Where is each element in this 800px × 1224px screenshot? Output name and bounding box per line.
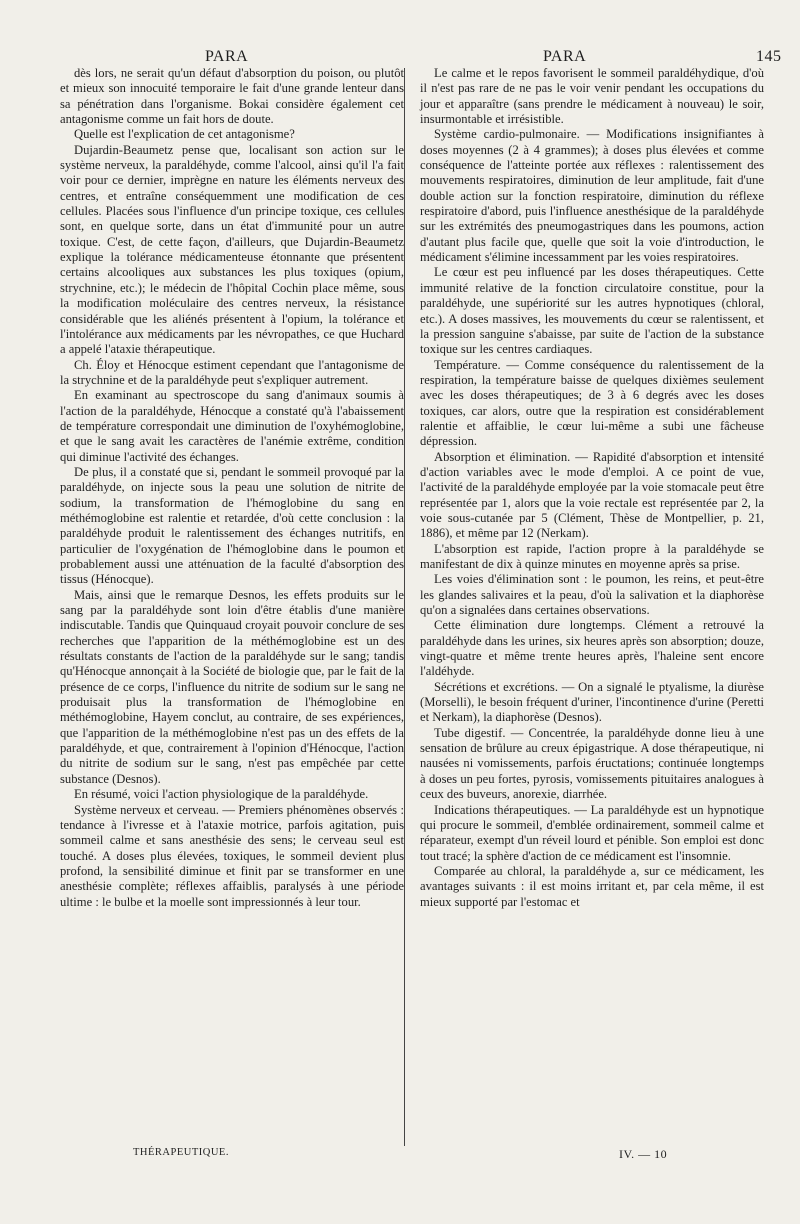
paragraph: dès lors, ne serait qu'un défaut d'absorption du poison, ou plutôt et mieux son innocuité temporaire le fait d'une grande lenteur dans sa pénétration dans l'organisme. Bokai considère également cet antagonisme comme un fait hors de doute.	[60, 66, 404, 127]
paragraph: Absorption et élimination. — Rapidité d'absorption et intensité d'action variables avec le mode d'emploi. A ce point de vue, l'activité de la paraldéhyde employée par la voie stomacale peut être représentée par 1, alors que la voie rectale est représentée par 2, la voie sous-cutanée par 5 (Clément, Thèse de Montpellier, p. 21, 1886), et même par 12 (Nerkam).	[420, 449, 764, 541]
paragraph: En résumé, voici l'action physiologique de la paraldéhyde.	[74, 787, 369, 802]
paragraph: Cette élimination dure longtemps. Clément a retrouvé la paraldéhyde dans les urines, six heures après son absorption; douze, vingt-quatre et même trente heures après, l'haleine sent encore l'aldéhyde.	[420, 618, 764, 679]
paragraph: Comparée au chloral, la paraldéhyde a, sur ce médicament, les avantages suivants : il est moins irritant et, par cela même, il est mieux supporté par l'estomac et	[420, 863, 764, 909]
column-divider	[404, 68, 405, 1146]
footer-right: IV. — 10	[619, 1147, 668, 1161]
paragraph: Les voies d'élimination sont : le poumon, les reins, et peut-être les glandes salivaires et la peau, d'où la salivation et la diaphorèse qu'on a signalées dans certaines observations.	[420, 572, 764, 618]
paragraph: Le cœur est peu influencé par les doses thérapeutiques. Cette immunité relative de la fonction circulatoire constitue, pour la paraldéhyde, une supériorité sur les autres hypnotiques (chloral, etc.). A doses massives, les mouvements du cœur se ralentissent, et la pression sanguine s'abaisse, par suite de l'action de la substance toxique sur les centres cardiaques.	[420, 265, 764, 357]
running-header-left: PARA	[205, 48, 249, 65]
left-column	[60, 66, 404, 910]
page-number: 145	[756, 48, 782, 65]
paragraph: Système cardio-pulmonaire. — Modifications insignifiantes à doses moyennes (2 à 4 grammes); à doses plus élevées et comme conséquence de l'atteinte portée aux réflexes : ralentissement des mouvements respiratoires, diminution de leur amplitude, fait d'une double action sur la fonction respiratoire, diminution du réflexe respiratoire d'abord, puis l'influence anesthésique de la paraldéhyde sur les extrémités des pneumogastriques dans les poumons, action d'autant plus facile que, quelle que soit la voie d'introduction, le médicament s'élimine incessamment par les voies respiratoires.	[420, 127, 764, 265]
paragraph: L'absorption est rapide, l'action propre à la paraldéhyde se manifestant de dix à quinze minutes en moyenne après sa prise.	[420, 541, 764, 571]
paragraph: Ch. Éloy et Hénocque estiment cependant que l'antagonisme de la strychnine et de la paraldéhyde peut s'expliquer autrement.	[60, 357, 404, 387]
paragraph: Tube digestif. — Concentrée, la paraldéhyde donne lieu à une sensation de brûlure au creux épigastrique. A dose thérapeutique, ni nausées ni vomissements, parfois éructations; continuée longtemps à doses un peu fortes, pyrosis, vomissements pituitaires analogues à ceux des buveurs, anorexie, diarrhée.	[420, 725, 764, 802]
paragraph: Mais, ainsi que le remarque Desnos, les effets produits sur le sang par la paraldéhyde sont loin d'être établis d'une manière indiscutable. Tandis que Quinquaud croyait pouvoir conclure de ses recherches que l'apparition de la méthémoglobine est un des résultats constants de l'action de la paraldéhyde sur le sang; tandis qu'Hénocque annonçait à la Société de biologie que, par le fait de la présence de ce corps, l'influence du nitrite de sodium sur le sang ne produisait plus la transformation de l'hémoglobine en méthémoglobine, Hayem conclut, au contraire, de ses expériences, que l'apparition de la méthémoglobine n'est pas un des effets de la paraldéhyde, et que, contrairement à l'opinion d'Hénocque, l'action du nitrite de sodium sur le sang, n'est pas empêchée par cette substance (Desnos).	[60, 587, 404, 786]
paragraph: Température. — Comme conséquence du ralentissement de la respiration, la température baisse de quelques dixièmes seulement avec les doses thérapeutiques; de 3 à 6 degrés avec les doses toxiques, car alors, outre que la respiration est considérablement ralentie et affaiblie, le cœur lui-même a subi une fâcheuse dépression.	[420, 357, 764, 449]
paragraph: Sécrétions et excrétions. — On a signalé le ptyalisme, la diurèse (Morselli), le besoin fréquent d'uriner, l'incontinence d'urine (Peretti et Nerkam), la diaphorèse (Desnos).	[420, 679, 764, 725]
paragraph: Le calme et le repos favorisent le sommeil paraldéhydique, d'où il n'est pas rare de ne pas le voir venir pendant les occupations du jour et apparaître (sans prendre le médicament à nouveau) le soir, insurmontable et irrésistible.	[420, 66, 764, 127]
right-column	[420, 66, 764, 910]
running-header-right: PARA	[543, 48, 587, 65]
paragraph: Indications thérapeutiques. — La paraldéhyde est un hypnotique qui procure le sommeil, d'emblée ordinairement, sommeil calme et réparateur, exempt d'un réveil lourd et pénible. Son emploi est donc tout tracé; la sphère d'action de ce médicament est l'insomnie.	[420, 802, 764, 863]
paragraph: En examinant au spectroscope du sang d'animaux soumis à l'action de la paraldéhyde, Hénocque a constaté qu'à l'abaissement de température correspondait une diminution de l'oxyhémoglobine, et que le sang avait les caractères de l'anémie extrême, condition qui diminue l'activité des échanges.	[60, 388, 404, 464]
paragraph: Dujardin-Beaumetz pense que, localisant son action sur le système nerveux, la paraldéhyde, comme l'alcool, ainsi qu'il l'a fait voir pour ce dernier, imprègne en nature les éléments nerveux des centres, et entraîne conséquemment une modification de ces cellules. Placées sous l'influence d'un principe toxique, ces cellules sont, en quelque sorte, dans un état d'immunité pour un autre toxique. C'est, de cette façon, d'ailleurs, que Dujardin-Beaumetz explique la tolérance médicamenteuse étonnante que présentent certains alcooliques aux substances les plus toxiques (opium, strychnine, etc.); le médecin de l'hôpital Cochin place même, sous la modification moléculaire des centres nerveux, la résistance considérable que les aliénés présentent à l'opium, la tolérance et l'intolérance aux médicaments par les névropathes, ce que Huchard a appelé l'ataxie thérapeutique.	[60, 142, 404, 357]
paragraph: De plus, il a constaté que si, pendant le sommeil provoqué par la paraldéhyde, on injecte sous la peau une solution de nitrite de sodium, la transformation de l'hémoglobine du sang en méthémoglobine est ralentie et retardée, d'où cette conclusion : la paraldéhyde produit le ralentissement des échanges nutritifs, en particulier de l'oxygénation de l'hémoglobine dans le poumon et probablement aussi une atténuation de la faculté d'absorption des tissus (Hénocque).	[60, 464, 404, 587]
paragraph: Quelle est l'explication de cet antagonisme?	[74, 127, 295, 142]
paragraph: Système nerveux et cerveau. — Premiers phénomènes observés : tendance à l'ivresse et à l'ataxie motrice, parfois agitation, puis sommeil calme et sans anesthésie des sens; le cerveau seul est touché. A doses plus élevées, toxiques, le sommeil devient plus profond, la sensibilité diminue et finit par se transformer en une anesthésie complète; réflexes affaiblis, paralysés à une période ultime : le bulbe et la moelle sont impressionnés à leur tour.	[60, 802, 404, 909]
footer-left: THÉRAPEUTIQUE.	[133, 1147, 229, 1158]
